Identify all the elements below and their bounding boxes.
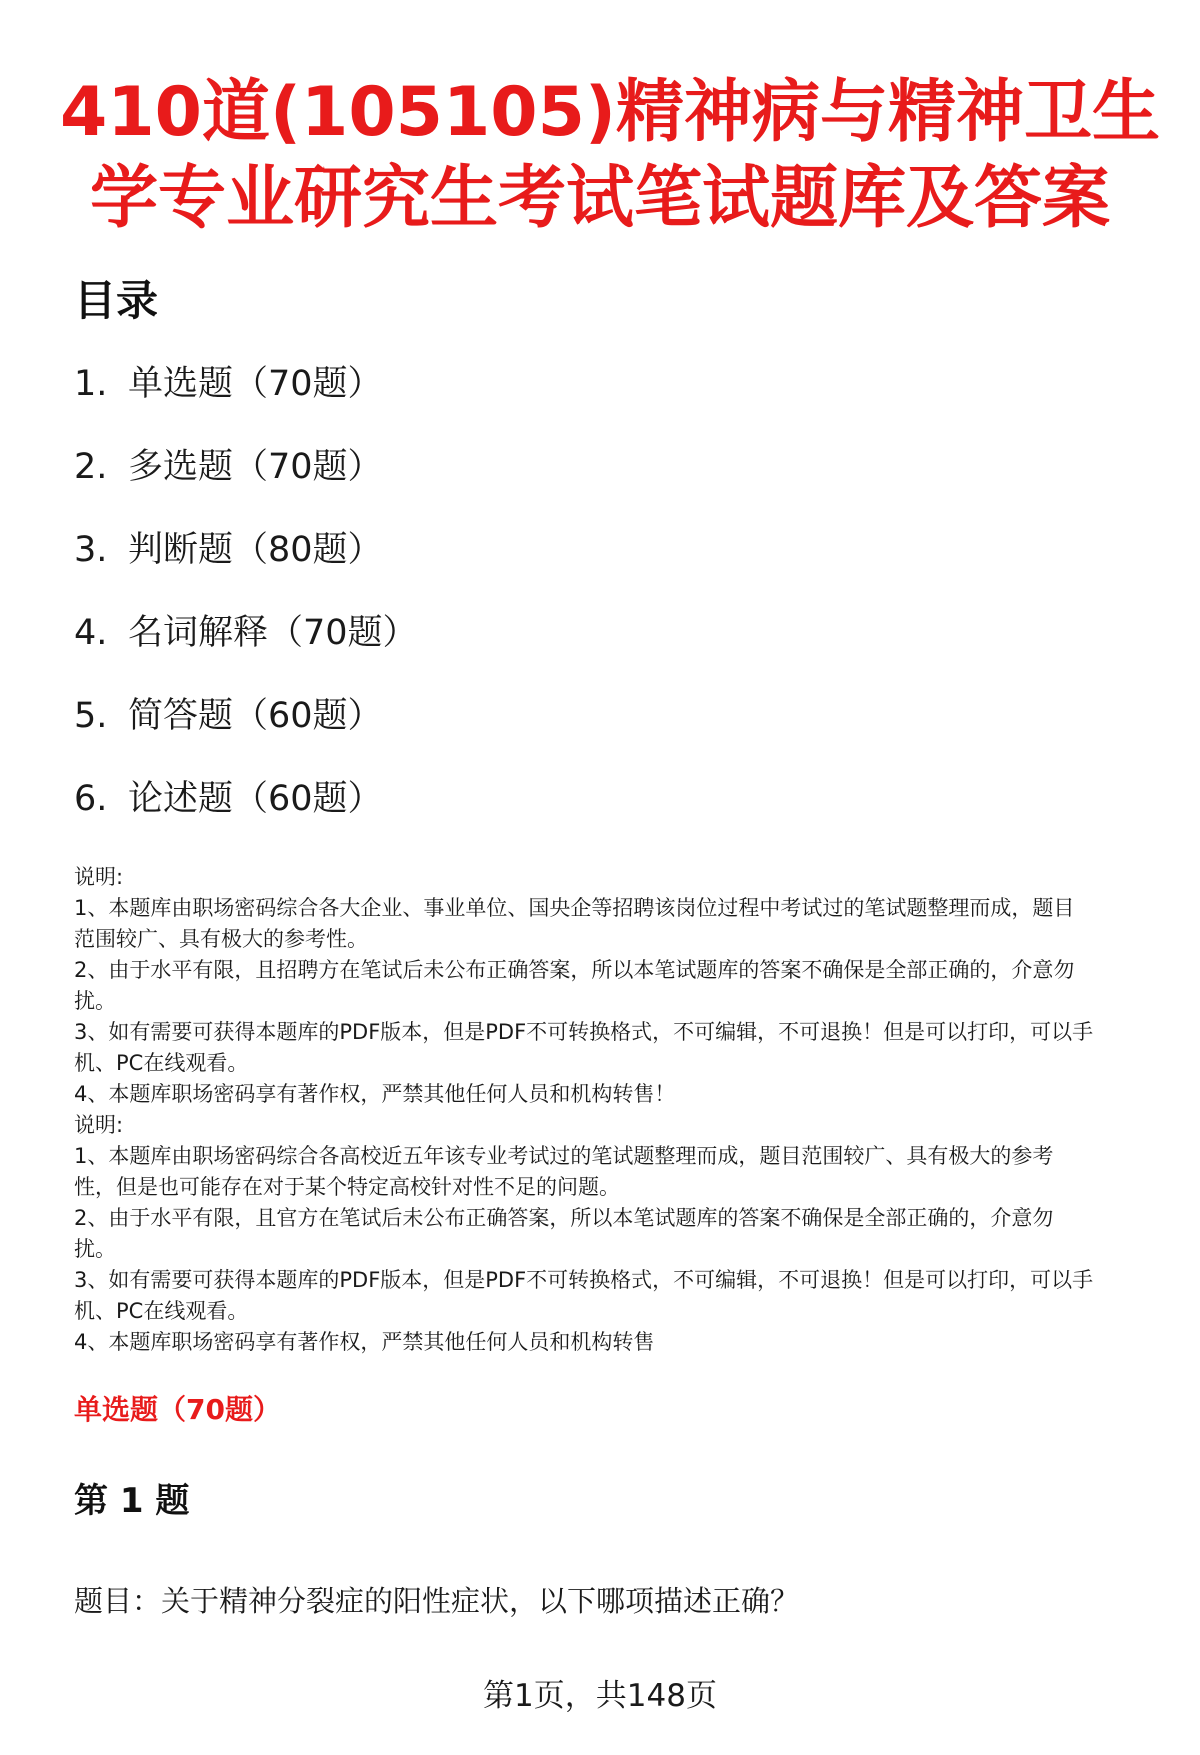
note-line: 扰。 [74, 1237, 116, 1261]
note-line: 4、本题库职场密码享有著作权，严禁其他任何人员和机构转售！ [74, 1082, 676, 1106]
note-line: 3、如有需要可获得本题库的PDF版本，但是PDF不可转换格式，不可编辑，不可退换！但是可以打印，可以手 [74, 1268, 1094, 1292]
toc-item-label: 名词解释（70题） [128, 613, 418, 653]
note-line: 说明: [74, 865, 124, 889]
toc-item-number: 6. [74, 779, 108, 819]
toc-item-number: 1. [74, 364, 108, 404]
toc-heading: 目录 [74, 276, 159, 325]
section-title: 单选题（70题） [74, 1393, 281, 1426]
toc-item-label: 单选题（70题） [128, 364, 383, 404]
question-number: 第 1 题 [74, 1481, 190, 1521]
note-line: 1、本题库由职场密码综合各大企业、事业单位、国央企等招聘该岗位过程中考试过的笔试题整理而成，题目 [74, 896, 1075, 920]
toc-item-label: 判断题（80题） [128, 530, 383, 570]
table-of-contents [74, 362, 418, 860]
note-line: 说明: [74, 1113, 124, 1137]
note-line: 范围较广、具有极大的参考性。 [74, 927, 368, 951]
note-line: 机、PC在线观看。 [74, 1299, 249, 1323]
note-line: 1、本题库由职场密码综合各高校近五年该专业考试过的笔试题整理而成，题目范围较广、具有极大的参考 [74, 1144, 1054, 1168]
toc-item-number: 2. [74, 447, 108, 487]
toc-item [74, 777, 418, 860]
toc-item [74, 694, 418, 777]
question-text: 题目：关于精神分裂症的阳性症状，以下哪项描述正确？ [74, 1584, 800, 1618]
title-line-2: 学专业研究生考试笔试题库及答案 [89, 159, 1110, 238]
document-title [60, 70, 1160, 242]
toc-item-label: 论述题（60题） [128, 779, 383, 819]
toc-item-number: 5. [74, 696, 108, 736]
note-line: 性，但是也可能存在对于某个特定高校针对性不足的问题。 [74, 1175, 620, 1199]
note-line: 2、由于水平有限，且招聘方在笔试后未公布正确答案，所以本笔试题库的答案不确保是全部正确的，介意勿 [74, 958, 1075, 982]
toc-item-label: 简答题（60题） [128, 696, 383, 736]
note-line: 2、由于水平有限，且官方在笔试后未公布正确答案，所以本笔试题库的答案不确保是全部正确的，介意勿 [74, 1206, 1054, 1230]
title-line-1: 410道(105105)精神病与精神卫生 [60, 73, 1160, 152]
toc-item-number: 3. [74, 530, 108, 570]
page-footer: 第1页，共148页 [483, 1678, 717, 1714]
note-line: 扰。 [74, 989, 116, 1013]
notes-block [74, 862, 1164, 1358]
toc-item [74, 528, 418, 611]
toc-item-label: 多选题（70题） [128, 447, 383, 487]
toc-item [74, 362, 418, 445]
toc-item [74, 445, 418, 528]
toc-item-number: 4. [74, 613, 108, 653]
note-line: 3、如有需要可获得本题库的PDF版本，但是PDF不可转换格式，不可编辑，不可退换！但是可以打印，可以手 [74, 1020, 1094, 1044]
toc-item [74, 611, 418, 694]
note-line: 4、本题库职场密码享有著作权，严禁其他任何人员和机构转售 [74, 1330, 655, 1354]
note-line: 机、PC在线观看。 [74, 1051, 249, 1075]
